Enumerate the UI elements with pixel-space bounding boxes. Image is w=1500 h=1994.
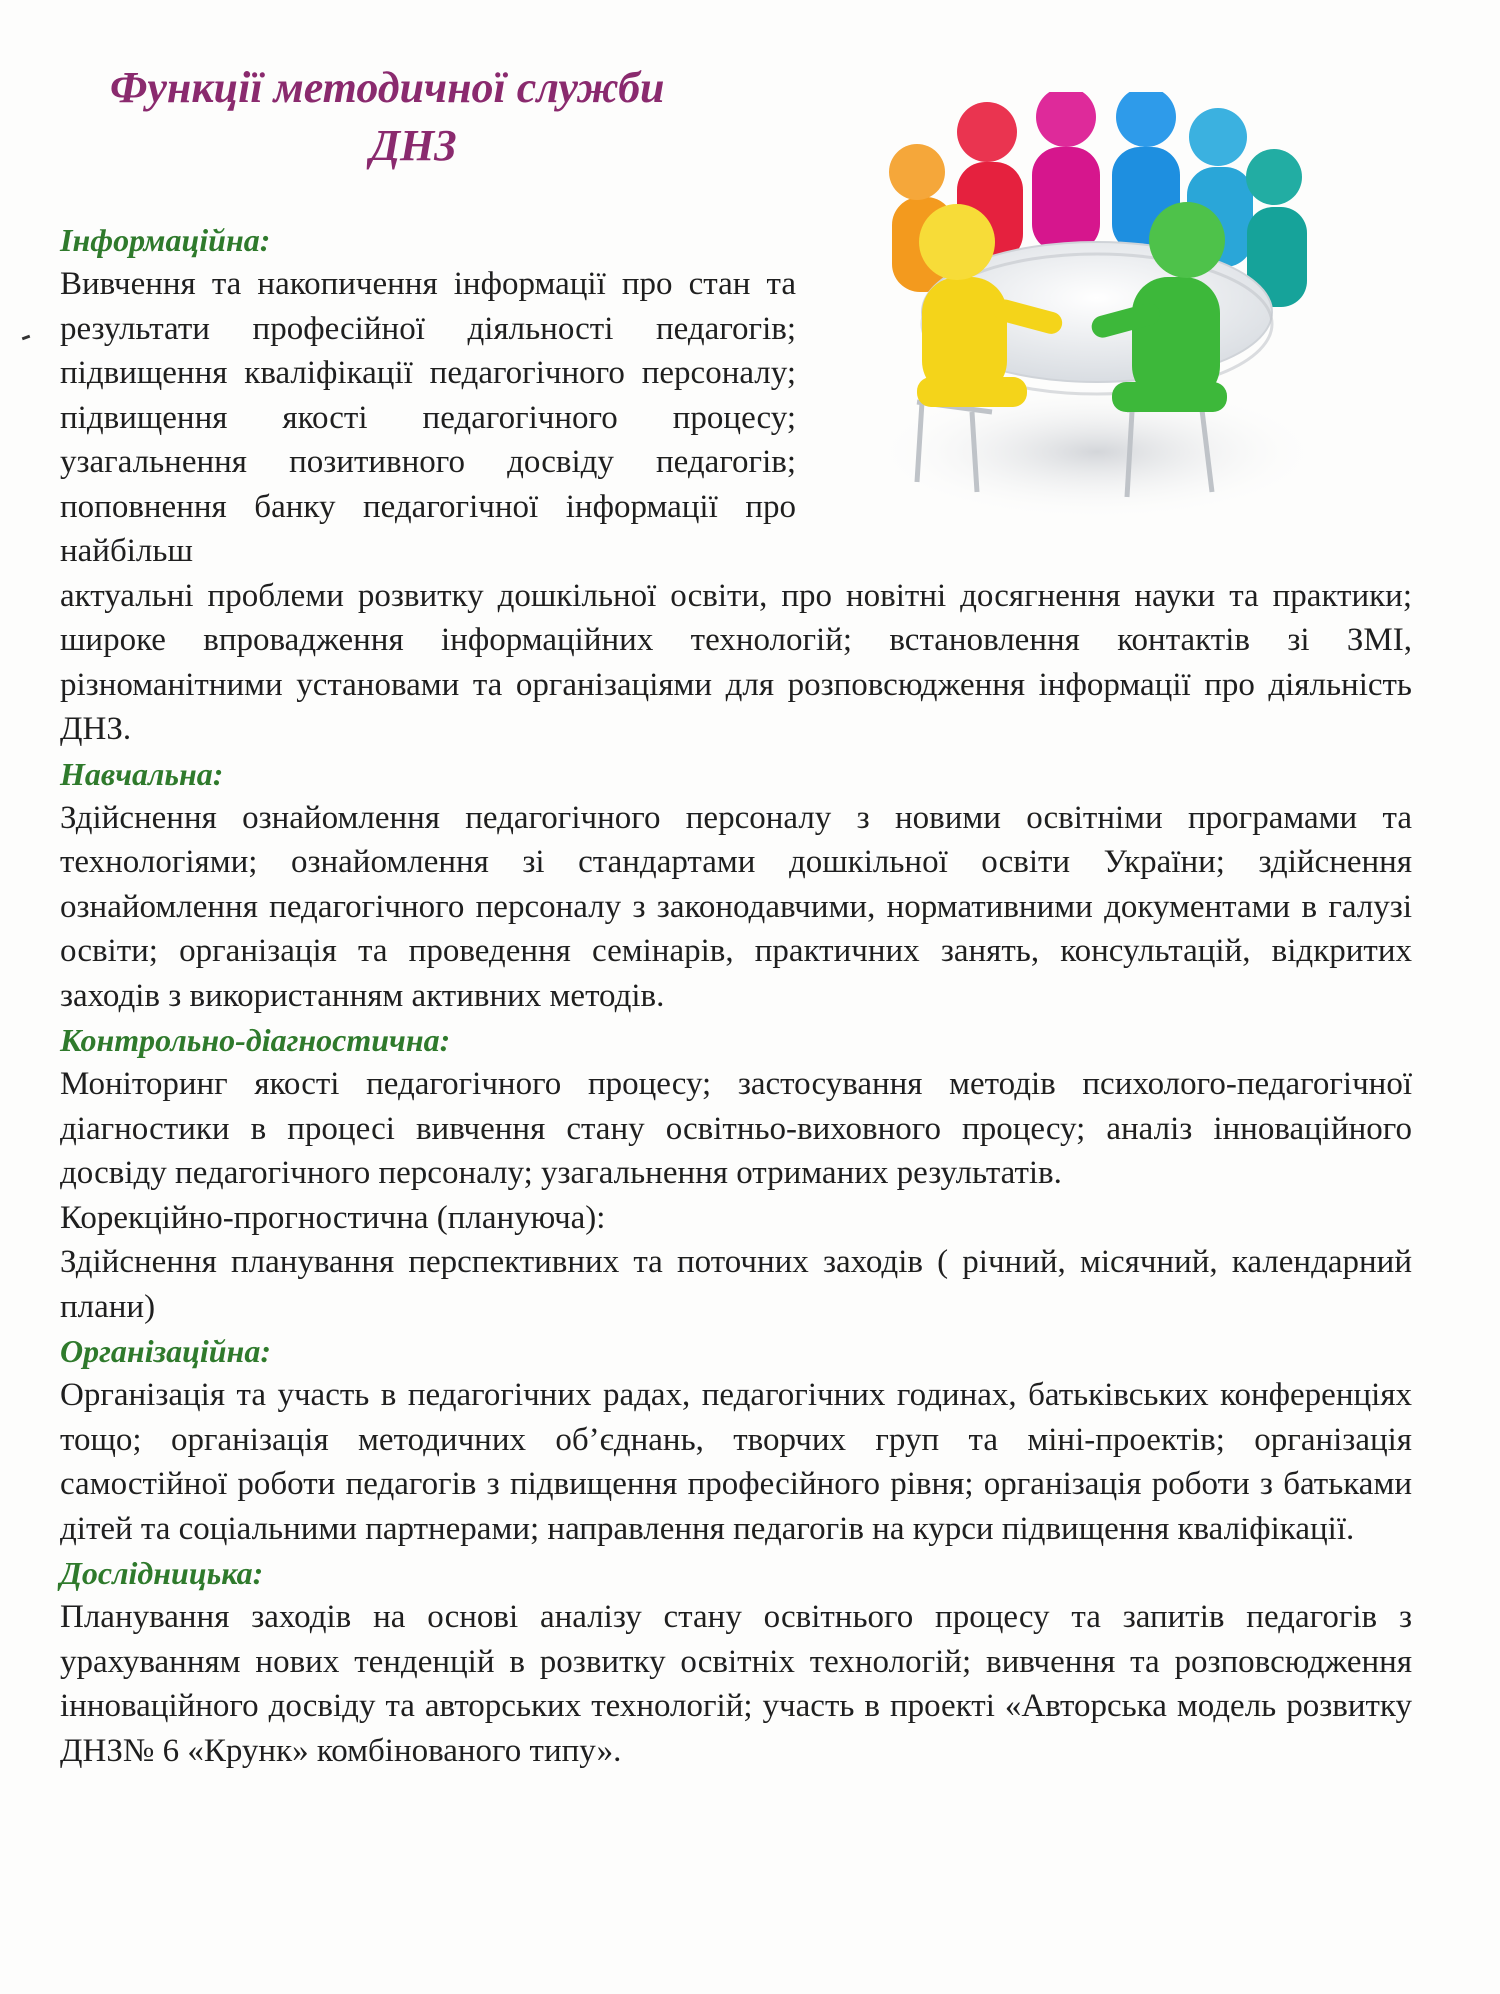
section-text-informational-part1: Вивчення та накопичення інформації про стан та результати професійної діяльності педагогів; підвищення кваліфікації педагогічного персоналу; підвищення якості педагогічного процесу; узагальнення позитивного досвіду педагогів; поповнення банку педагогічної інформації про найбільш xyxy=(60,266,796,569)
section-heading-educational: Навчальна: xyxy=(60,755,224,792)
section-heading-informational: Інформаційна: xyxy=(60,222,271,258)
title-line-2: ДНЗ xyxy=(370,121,457,170)
section-text-research: Планування заходів на основі аналізу стану освітнього процесу та запитів педагогів з урахуванням нових тенденцій в розвитку освітніх технологій; вивчення та розповсюдження інноваційного досвіду та авторських технологій; участь в проекті «Авторська модель розвитку ДНЗ№ 6 «Крунк» комбінованого типу». xyxy=(60,1599,1412,1769)
section-heading-corrective-prognostic: Корекційно-прогностична (плануюча): xyxy=(60,1199,606,1236)
section-text-informational-part2: актуальні проблеми розвитку дошкільної освіти, про новітні досягнення науки та практики; широке впровадження інформаційних технологій; встановлення контактів зі ЗМІ, різноманітними установами та організаціями для розповсюдження інформації про діяльність ДНЗ. xyxy=(60,577,1412,747)
section-text-control-diagnostic: Моніторинг якості педагогічного процесу; застосування методів психолого-педагогічної діагностики в процесі вивчення стану освітньо-виховного процесу; аналіз інноваційного досвіду педагогічного персоналу; узагальнення отриманих результатів. xyxy=(60,1066,1412,1191)
section-text-organizational: Організація та участь в педагогічних радах, педагогічних годинах, батьківських конференціях тощо; організація методичних об’єднань, творчих груп та міні-проектів; організація самостійної роботи педагогів з підвищення професійного рівня; організація роботи з батьками дітей та соціальними партнерами; направлення педагогів на курси підвищення кваліфікації. xyxy=(60,1377,1412,1547)
section-heading-research: Дослідницька: xyxy=(60,1555,264,1591)
document-body xyxy=(60,218,1412,1773)
section-text-corrective-prognostic: Здійснення планування перспективних та поточних заходів ( річний, місячний, календарний плани) xyxy=(60,1244,1412,1325)
title-line-1: Функції методичної служби xyxy=(110,63,665,112)
section-heading-control-diagnostic: Контрольно-діагностична: xyxy=(60,1022,451,1058)
section-heading-organizational: Організаційна: xyxy=(60,1333,271,1369)
scan-mark xyxy=(22,335,31,341)
section-text-educational: Здійснення ознайомлення педагогічного персоналу з новими освітніми програмами та технологіями; ознайомлення зі стандартами дошкільної освіти України; здійснення ознайомлення педагогічного персоналу з законодавчими, нормативними документами в галузі освіти; організація та проведення семінарів, практичних занять, консультацій, відкритих заходів з використанням активних методів. xyxy=(60,799,1412,1014)
